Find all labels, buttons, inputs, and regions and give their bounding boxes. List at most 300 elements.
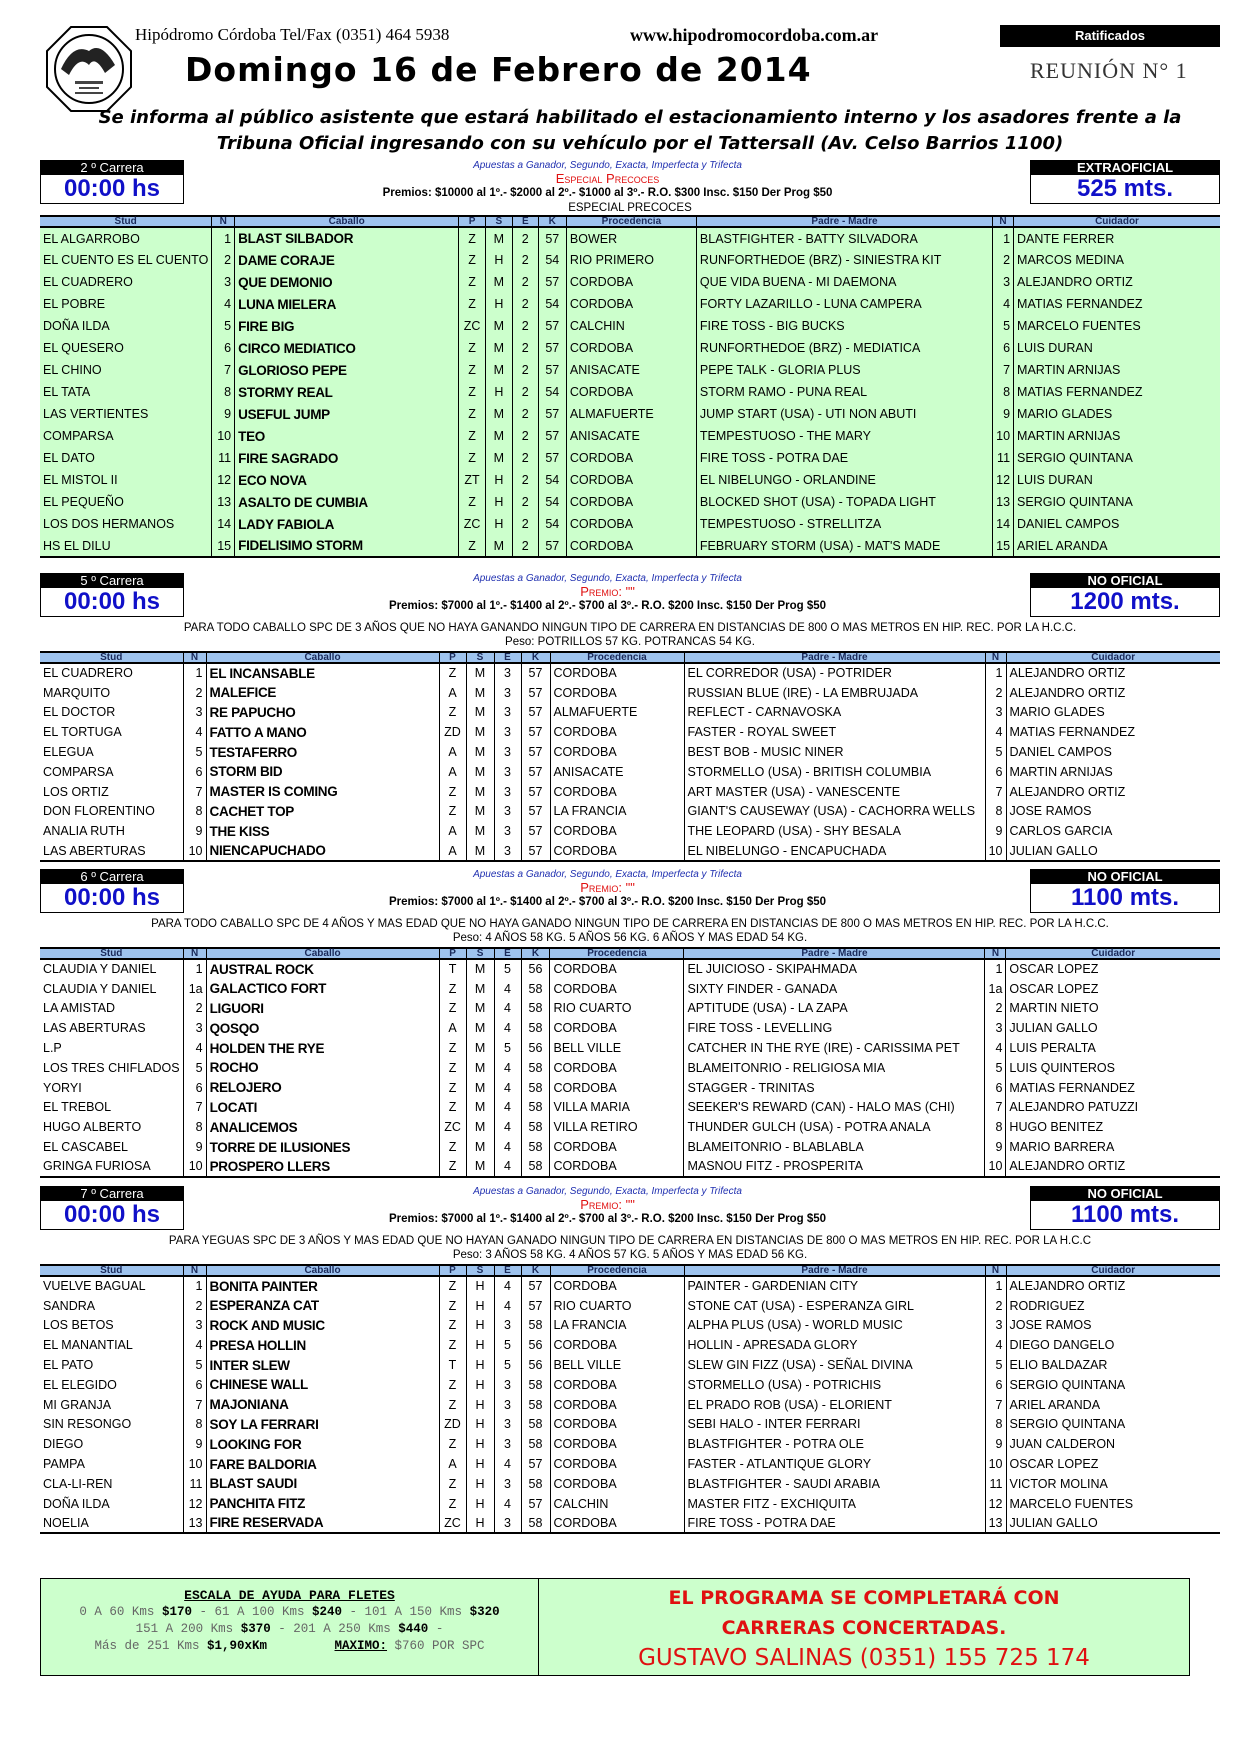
cell-origin: CORDOBA [566, 447, 696, 469]
cell-s: H [466, 1375, 494, 1395]
race-conditions [40, 621, 1220, 649]
cell-k: 57 [521, 802, 550, 822]
cell-e: 4 [494, 1098, 521, 1118]
cell-horse: QUE DEMONIO [235, 271, 459, 293]
cell-e: 2 [512, 381, 538, 403]
cell-p: Z [439, 1276, 466, 1296]
race-number-box [40, 1186, 184, 1230]
cell-p: Z [439, 782, 466, 802]
cell-horse: LOCATI [206, 1098, 439, 1118]
cell-p: Z [459, 293, 486, 315]
premio-title: Especial Precoces [555, 171, 660, 186]
cell-trainer: DANIEL CAMPOS [1014, 513, 1220, 535]
notice-line-1: Se informa al público asistente que estará habilitado el estacionamiento interno y los asadores frente a la [98, 107, 1182, 128]
cell-e: 4 [494, 1494, 521, 1514]
race-time: 00:00 hs [63, 884, 161, 911]
cell-number: 5 [985, 1355, 1006, 1375]
cell-stud: EL CUADRERO [40, 271, 212, 293]
entry-row [40, 1018, 1220, 1038]
cell-horse: FIRE SAGRADO [235, 447, 459, 469]
cell-trainer: MARTIN ARNIJAS [1014, 359, 1220, 381]
cell-origin: ALMAFUERTE [550, 703, 684, 723]
column-header: K [521, 948, 550, 959]
cell-horse: PRESA HOLLIN [206, 1335, 439, 1355]
cell-p: Z [459, 535, 486, 557]
cell-number: 2 [183, 1296, 206, 1316]
cell-origin: LA FRANCIA [550, 1316, 684, 1336]
freight-price: $440 [398, 1622, 429, 1636]
cell-p: A [439, 683, 466, 703]
column-header: P [439, 1265, 466, 1276]
column-header: K [521, 1265, 550, 1276]
footer-panel [40, 1578, 1190, 1676]
cell-stud: EL POBRE [40, 293, 212, 315]
cell-k: 54 [538, 469, 566, 491]
cell-e: 3 [494, 802, 521, 822]
cell-trainer: SERGIO QUINTANA [1006, 1375, 1220, 1395]
cell-stud: LA AMISTAD [43, 1001, 116, 1016]
cell-origin: BOWER [566, 227, 696, 249]
cell-p: Z [439, 1434, 466, 1454]
cell-p: Z [439, 979, 466, 999]
cell-p: Z [439, 1098, 466, 1118]
cell-stud: MI GRANJA [43, 1397, 112, 1412]
cell-k: 54 [538, 381, 566, 403]
entry-row [40, 802, 1220, 822]
cell-e: 3 [494, 841, 521, 861]
column-header: Cuidador [1006, 1265, 1220, 1276]
cell-sire-dam: EL PRADO ROB (USA) - ELORIENT [684, 1395, 985, 1415]
cell-number: 14 [212, 513, 235, 535]
cell-sire-dam: RUNFORTHEDOE (BRZ) - SINIESTRA KIT [696, 249, 992, 271]
cell-p: Z [439, 1038, 466, 1058]
cell-stud: EL ELEGIDO [43, 1377, 117, 1392]
entry-row [40, 1514, 1220, 1534]
cell-e: 5 [494, 1335, 521, 1355]
cell-e: 3 [494, 1395, 521, 1415]
cell-number: 7 [183, 1395, 206, 1415]
race-status: NO OFICIAL [1031, 1187, 1219, 1201]
cell-number: 10 [183, 1454, 206, 1474]
cell-k: 58 [521, 999, 550, 1019]
bets-info: Apuestas a Ganador, Segundo, Exacta, Imperfecta y Trifecta [473, 573, 742, 584]
cell-horse: ASALTO DE CUMBIA [235, 491, 459, 513]
cell-e: 4 [494, 1078, 521, 1098]
cell-stud: GRINGA FURIOSA [40, 1157, 183, 1177]
cell-sire-dam: GIANT'S CAUSEWAY (USA) - CACHORRA WELLS [684, 802, 985, 822]
conditions-text: ESPECIAL PRECOCES [568, 202, 692, 214]
entry-row [40, 1415, 1220, 1435]
cell-sire-dam: STORMELLO (USA) - POTRICHIS [684, 1375, 985, 1395]
cell-stud: EL CUADRERO [43, 666, 133, 681]
cell-trainer: JUAN CALDERON [1006, 1434, 1220, 1454]
freight-max-value: $760 POR SPC [394, 1639, 485, 1653]
cell-stud: CLAUDIA Y DANIEL [43, 962, 157, 977]
cell-e: 2 [512, 271, 538, 293]
prizes-info: Premios: $7000 al 1º.- $1400 al 2º.- $700 al 3º.- R.O. $200 Insc. $150 Der Prog $50 [388, 600, 827, 612]
cell-p: Z [439, 1395, 466, 1415]
cell-number: 8 [183, 802, 206, 822]
cell-origin: CORDOBA [550, 1335, 684, 1355]
cell-sire-dam: TEMPESTUOSO - THE MARY [696, 425, 992, 447]
cell-number: 15 [212, 535, 235, 557]
cell-e: 3 [494, 762, 521, 782]
race-info [190, 573, 1025, 614]
cell-k: 58 [521, 1434, 550, 1454]
cell-stud: ANALIA RUTH [43, 824, 125, 839]
cell-trainer: MARIO GLADES [1006, 703, 1220, 723]
cell-horse: PANCHITA FITZ [206, 1494, 439, 1514]
cell-k: 54 [538, 293, 566, 315]
cell-horse: MASTER IS COMING [206, 782, 439, 802]
cell-horse: MAJONIANA [206, 1395, 439, 1415]
cell-number: 13 [985, 1514, 1006, 1534]
cell-sire-dam: STAGGER - TRINITAS [684, 1078, 985, 1098]
cell-number: 11 [993, 447, 1014, 469]
cell-s: M [485, 403, 512, 425]
cell-number: 6 [212, 337, 235, 359]
cell-p: Z [439, 703, 466, 723]
cell-number: 11 [183, 1474, 206, 1494]
cell-number: 5 [993, 315, 1014, 337]
cell-p: A [439, 762, 466, 782]
page-title: Domingo 16 de Febrero de 2014 [185, 50, 812, 89]
cell-horse: TESTAFERRO [206, 742, 439, 762]
cell-horse: FIRE RESERVADA [206, 1514, 439, 1534]
cell-number: 8 [985, 1415, 1006, 1435]
cell-p: A [439, 1454, 466, 1474]
cell-number: 6 [993, 337, 1014, 359]
entry-row [40, 1058, 1220, 1078]
program-notice-line-2: CARRERAS CONCERTADAS. [721, 1617, 1007, 1639]
cell-origin: LA FRANCIA [550, 802, 684, 822]
cell-trainer: VICTOR MOLINA [1006, 1474, 1220, 1494]
cell-sire-dam: EL JUICIOSO - SKIPAHMADA [684, 959, 985, 979]
cell-k: 56 [521, 1038, 550, 1058]
cell-number: 4 [985, 722, 1006, 742]
entry-row [40, 315, 1220, 337]
cell-origin: CORDOBA [566, 513, 696, 535]
entries-table [40, 651, 1220, 862]
race-label: 7 º Carrera [41, 1187, 183, 1201]
cell-number: 1 [985, 1276, 1006, 1296]
cell-trainer: OSCAR LOPEZ [1006, 979, 1220, 999]
conditions-text: PARA TODO CABALLO SPC DE 3 AÑOS QUE NO HAYA GANANDO NINGUN TIPO DE CARRERA EN DISTANCIAS DE 800 O MAS METROS EN HIP. REC. POR LA H.C.C. [183, 622, 1077, 634]
column-header: E [512, 216, 538, 227]
cell-number: 10 [985, 1157, 1006, 1177]
entry-row [40, 403, 1220, 425]
entry-row [40, 762, 1220, 782]
cell-stud: EL DOCTOR [43, 705, 116, 720]
entry-row [40, 249, 1220, 271]
cell-trainer: DANTE FERRER [1014, 227, 1220, 249]
cell-e: 5 [494, 959, 521, 979]
cell-k: 57 [521, 1454, 550, 1474]
cell-number: 7 [212, 359, 235, 381]
cell-k: 57 [521, 762, 550, 782]
cell-p: Z [439, 1335, 466, 1355]
race-conditions [40, 1234, 1220, 1262]
cell-horse: LADY FABIOLA [235, 513, 459, 535]
cell-origin: CALCHIN [550, 1494, 684, 1514]
column-header: N [183, 1265, 206, 1276]
cell-p: ZT [459, 469, 486, 491]
race-number-box [40, 160, 184, 204]
cell-trainer: ALEJANDRO ORTIZ [1006, 683, 1220, 703]
cell-trainer: SERGIO QUINTANA [1014, 491, 1220, 513]
cell-horse: ECO NOVA [235, 469, 459, 491]
cell-stud: EL PATO [43, 1358, 94, 1373]
entry-row [40, 1117, 1220, 1137]
cell-sire-dam: CATCHER IN THE RYE (IRE) - CARISSIMA PET [684, 1038, 985, 1058]
cell-k: 57 [538, 447, 566, 469]
cell-origin: CORDOBA [550, 841, 684, 861]
cell-origin: CORDOBA [550, 959, 684, 979]
cell-number: 2 [993, 249, 1014, 271]
cell-trainer: MARCOS MEDINA [1014, 249, 1220, 271]
entry-row [40, 1474, 1220, 1494]
column-header: N [985, 652, 1006, 663]
cell-number: 2 [985, 999, 1006, 1019]
cell-number: 1 [985, 663, 1006, 683]
cell-k: 54 [538, 491, 566, 513]
cell-number: 13 [212, 491, 235, 513]
cell-number: 3 [985, 703, 1006, 723]
entry-row [40, 1137, 1220, 1157]
cell-k: 54 [538, 513, 566, 535]
cell-number: 5 [212, 315, 235, 337]
cell-number: 1a [985, 979, 1006, 999]
cell-p: T [439, 1355, 466, 1375]
cell-horse: HOLDEN THE RYE [206, 1038, 439, 1058]
cell-trainer: JULIAN GALLO [1006, 1018, 1220, 1038]
column-header: N [212, 216, 235, 227]
race-status: NO OFICIAL [1031, 574, 1219, 588]
cell-origin: CORDOBA [550, 979, 684, 999]
cell-p: ZC [439, 1117, 466, 1137]
cell-e: 4 [494, 1296, 521, 1316]
entry-row [40, 227, 1220, 249]
hipodromo-logo-icon [45, 25, 133, 113]
race-time: 00:00 hs [63, 175, 161, 202]
cell-s: H [466, 1494, 494, 1514]
cell-number: 4 [993, 293, 1014, 315]
cell-e: 4 [494, 1117, 521, 1137]
cell-trainer: HUGO BENITEZ [1006, 1117, 1220, 1137]
cell-sire-dam: BLAMEITONRIO - BLABLABLA [684, 1137, 985, 1157]
cell-e: 3 [494, 1434, 521, 1454]
cell-s: M [485, 535, 512, 557]
cell-s: H [485, 469, 512, 491]
race-number-box [40, 869, 184, 913]
cell-stud: DIEGO [43, 1437, 84, 1452]
cell-number: 2 [183, 999, 206, 1019]
cell-s: M [466, 663, 494, 683]
cell-number: 15 [993, 535, 1014, 557]
program-notice [539, 1579, 1189, 1675]
cell-horse: FATTO A MANO [206, 722, 439, 742]
weight-text: Peso: 3 AÑOS 58 KG. 4 AÑOS 57 KG. 5 AÑOS Y MAS EDAD 56 KG. [452, 1249, 808, 1261]
race-label: 2 º Carrera [41, 161, 183, 175]
race-distance-box [1030, 869, 1220, 913]
cell-stud: VUELVE BAGUAL [43, 1279, 146, 1294]
cell-stud: EL CUENTO ES EL CUENTO [40, 249, 212, 271]
cell-sire-dam: SLEW GIN FIZZ (USA) - SEÑAL DIVINA [684, 1355, 985, 1375]
cell-sire-dam: FEBRUARY STORM (USA) - MAT'S MADE [696, 535, 992, 557]
cell-s: M [485, 315, 512, 337]
entry-row [40, 722, 1220, 742]
column-header: P [459, 216, 486, 227]
cell-e: 3 [494, 722, 521, 742]
cell-number: 13 [183, 1514, 206, 1534]
cell-number: 8 [985, 802, 1006, 822]
cell-e: 2 [512, 425, 538, 447]
cell-k: 58 [521, 1018, 550, 1038]
cell-s: H [485, 513, 512, 535]
cell-horse: ANALICEMOS [206, 1117, 439, 1137]
freight-over-price: $1,90xKm [206, 1639, 267, 1653]
cell-sire-dam: FASTER - ATLANTIQUE GLORY [684, 1454, 985, 1474]
entry-row [40, 535, 1220, 557]
cell-number: 3 [183, 703, 206, 723]
column-header: E [494, 652, 521, 663]
column-header: Stud [40, 1265, 183, 1276]
cell-trainer: ALEJANDRO ORTIZ [1014, 271, 1220, 293]
cell-e: 2 [512, 491, 538, 513]
cell-s: M [466, 959, 494, 979]
cell-number: 5 [183, 742, 206, 762]
cell-p: Z [459, 381, 486, 403]
entry-row [40, 1078, 1220, 1098]
cell-e: 2 [512, 337, 538, 359]
cell-horse: BONITA PAINTER [206, 1276, 439, 1296]
entry-row [40, 513, 1220, 535]
cell-origin: RIO CUARTO [550, 999, 684, 1019]
entry-row [40, 1316, 1220, 1336]
cell-number: 4 [985, 1335, 1006, 1355]
cell-sire-dam: MASTER FITZ - EXCHIQUITA [684, 1494, 985, 1514]
column-header: Procedencia [550, 652, 684, 663]
cell-number: 2 [183, 683, 206, 703]
cell-s: H [466, 1316, 494, 1336]
cell-number: 8 [183, 1117, 206, 1137]
column-header: P [439, 652, 466, 663]
cell-k: 57 [521, 703, 550, 723]
freight-price: $240 [312, 1605, 343, 1619]
cell-number: 1 [212, 227, 235, 249]
cell-number: 6 [183, 762, 206, 782]
column-header: Cuidador [1014, 216, 1220, 227]
cell-e: 3 [494, 683, 521, 703]
cell-number: 12 [212, 469, 235, 491]
cell-number: 10 [985, 841, 1006, 861]
cell-number: 9 [183, 1434, 206, 1454]
column-header: Caballo [235, 216, 459, 227]
cell-stud: LOS TRES CHIFLADOS [43, 1060, 180, 1075]
freight-price: $320 [469, 1605, 500, 1619]
reunion-number: REUNIÓN N° 1 [1030, 58, 1188, 83]
cell-p: Z [459, 425, 486, 447]
website-link[interactable]: www.hipodromocordoba.com.ar [630, 25, 879, 45]
column-header: Stud [40, 948, 183, 959]
cell-stud: LOS ORTIZ [43, 784, 109, 799]
cell-stud: EL QUESERO [40, 337, 212, 359]
entry-row [40, 1375, 1220, 1395]
cell-sire-dam: STORMELLO (USA) - BRITISH COLUMBIA [684, 762, 985, 782]
cell-trainer: JOSE RAMOS [1006, 802, 1220, 822]
premio-title: Premio: "" [580, 880, 635, 895]
cell-trainer: SERGIO QUINTANA [1014, 447, 1220, 469]
entry-row [40, 293, 1220, 315]
cell-p: A [439, 821, 466, 841]
cell-k: 57 [521, 683, 550, 703]
cell-number: 10 [212, 425, 235, 447]
cell-s: M [485, 227, 512, 249]
entry-row [40, 337, 1220, 359]
cell-horse: ESPERANZA CAT [206, 1296, 439, 1316]
cell-number: 10 [183, 841, 206, 861]
cell-sire-dam: BLASTFIGHTER - SAUDI ARABIA [684, 1474, 985, 1494]
cell-origin: CORDOBA [550, 1395, 684, 1415]
cell-origin: CORDOBA [550, 1454, 684, 1474]
cell-s: H [485, 381, 512, 403]
race-status: EXTRAOFICIAL [1031, 161, 1219, 175]
conditions-text: PARA YEGUAS SPC DE 3 AÑOS Y MAS EDAD QUE NO HAYAN GANADO NINGUN TIPO DE CARRERA EN DISTANCIAS DE 800 O MAS METROS EN HIP. REC. POR LA H.C.C [168, 1235, 1092, 1247]
cell-sire-dam: REFLECT - CARNAVOSKA [684, 703, 985, 723]
cell-horse: PROSPERO LLERS [206, 1157, 439, 1177]
freight-range: 101 A 150 Kms [364, 1605, 463, 1619]
cell-e: 3 [494, 1415, 521, 1435]
cell-trainer: ALEJANDRO ORTIZ [1006, 1276, 1220, 1296]
entry-row [40, 1038, 1220, 1058]
cell-trainer: ARIEL ARANDA [1006, 1395, 1220, 1415]
weight-text: Peso: POTRILLOS 57 KG. POTRANCAS 54 KG. [505, 636, 755, 648]
cell-origin: CORDOBA [550, 821, 684, 841]
cell-p: ZD [439, 1415, 466, 1435]
cell-number: 11 [212, 447, 235, 469]
cell-number: 10 [993, 425, 1014, 447]
cell-origin: CALCHIN [566, 315, 696, 337]
entry-row [40, 1098, 1220, 1118]
freight-price: $170 [161, 1605, 192, 1619]
cell-e: 2 [512, 359, 538, 381]
cell-s: H [466, 1335, 494, 1355]
race-info [190, 1186, 1025, 1227]
cell-e: 2 [512, 447, 538, 469]
cell-horse: ROCK AND MUSIC [206, 1316, 439, 1336]
cell-number: 4 [183, 1335, 206, 1355]
column-header: Cuidador [1006, 948, 1220, 959]
cell-origin: CORDOBA [566, 491, 696, 513]
cell-number: 7 [993, 359, 1014, 381]
cell-p: Z [439, 663, 466, 683]
cell-k: 57 [538, 337, 566, 359]
entry-row [40, 683, 1220, 703]
freight-range: 151 A 200 Kms [135, 1622, 234, 1636]
cell-origin: CORDOBA [550, 663, 684, 683]
cell-origin: CORDOBA [566, 381, 696, 403]
cell-number: 2 [212, 249, 235, 271]
cell-trainer: LUIS PERALTA [1006, 1038, 1220, 1058]
column-header: Caballo [206, 652, 439, 663]
cell-trainer: ALEJANDRO ORTIZ [1006, 663, 1220, 683]
cell-e: 3 [494, 703, 521, 723]
column-header: K [538, 216, 566, 227]
cell-p: A [439, 841, 466, 861]
cell-stud: HS EL DILU [40, 535, 212, 557]
cell-p: Z [459, 403, 486, 425]
cell-sire-dam: RUSSIAN BLUE (IRE) - LA EMBRUJADA [684, 683, 985, 703]
